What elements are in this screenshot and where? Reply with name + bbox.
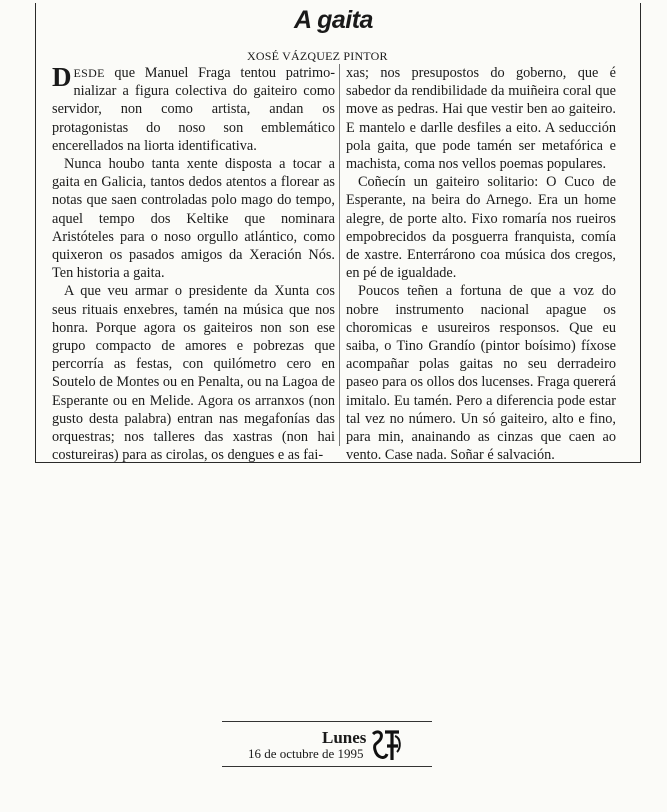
article-title: A gaita (294, 6, 373, 34)
paragraph-1 (52, 64, 335, 155)
paragraph-1-text: que Manuel Fraga tentou patrimo-nializar a figura colectiva do gaiteiro como servidor, non como artista, andan os protagonistas do noso son emblemático encerellados na liorta identificativa. (52, 65, 335, 154)
footer-rule-top (222, 721, 432, 722)
first-word-rest: ESDE (73, 66, 105, 80)
footer-date: 16 de octubre de 1995 (248, 746, 364, 761)
paragraph-6: Poucos teñen a fortuna de que a voz do nobre instrumento nacional apague os choromicas e usureiros responsos. Que eu saiba, o Tino Grandío (pintor boísimo) fíxose acompañar polas gaitas no seu derradeiro paseo para os ollos dos lucenses. Fraga quererá imitalo. Eu tamén. Pero a diferencia pode estar tal vez no número. Un só gaiteiro, alto e fino, para min, anainando as cinzas que caen ao vento. Case nada. Soñar é salvación. (346, 283, 616, 464)
article-author: XOSÉ VÁZQUEZ PINTOR (247, 49, 388, 63)
column-divider (339, 64, 340, 446)
left-column (52, 64, 335, 464)
newspaper-monogram-icon (367, 726, 405, 764)
paragraph-2: Nunca houbo tanta xente disposta a tocar a gaita en Galicia, tantos dedos atentos a florear as notas que saen controladas polo mago do tempo, aquel tempo dos Keltike que nominara Aristóteles para o noso orgullo atlántico, como quixeron os pasados amigos da Xeración Nós. Ten historia a gaita. (52, 156, 335, 282)
paragraph-5: Coñecín un gaiteiro solitario: O Cuco de Esperante, na beira do Arnego. Era un home alegre, de porte alto. Fixo romaría nos rueiros empobrecidos da posguerra franquista, comía de xastre. Enterrárono coa música dos cregos, en pé de igualdade. (346, 174, 616, 282)
drop-cap: D (52, 62, 72, 92)
paragraph-4: xas; nos presupostos do goberno, que é sabedor da rendibilidade da muiñeira coral que move as pedras. Hai que vestir ben ao gaiteiro. E mantelo e darlle desfiles a eito. A seducción pola gaita, que pode tamén ser metafórica e machista, coma nos vellos poemas populares. (346, 65, 616, 173)
footer-day: Lunes (322, 728, 367, 747)
right-column (346, 64, 616, 464)
paragraph-3: A que veu armar o presidente da Xunta cos seus rituais enxebres, tamén na música que nos honra. Porque agora os gaiteiros non son ese grupo compacto de amores e pobrezas que percorría as festas, con quilómetro cero en Soutelo de Montes ou en Penalta, ou na Lagoa de Esperante ou en Melide. Agora os arranxos (non gusto desta palabra) entran nas megafonías das orquestras; nos talleres das xastras (non hai costureiras) para as cirolas, os dengues e as fai- (52, 283, 335, 464)
footer-rule-bottom (222, 766, 432, 767)
